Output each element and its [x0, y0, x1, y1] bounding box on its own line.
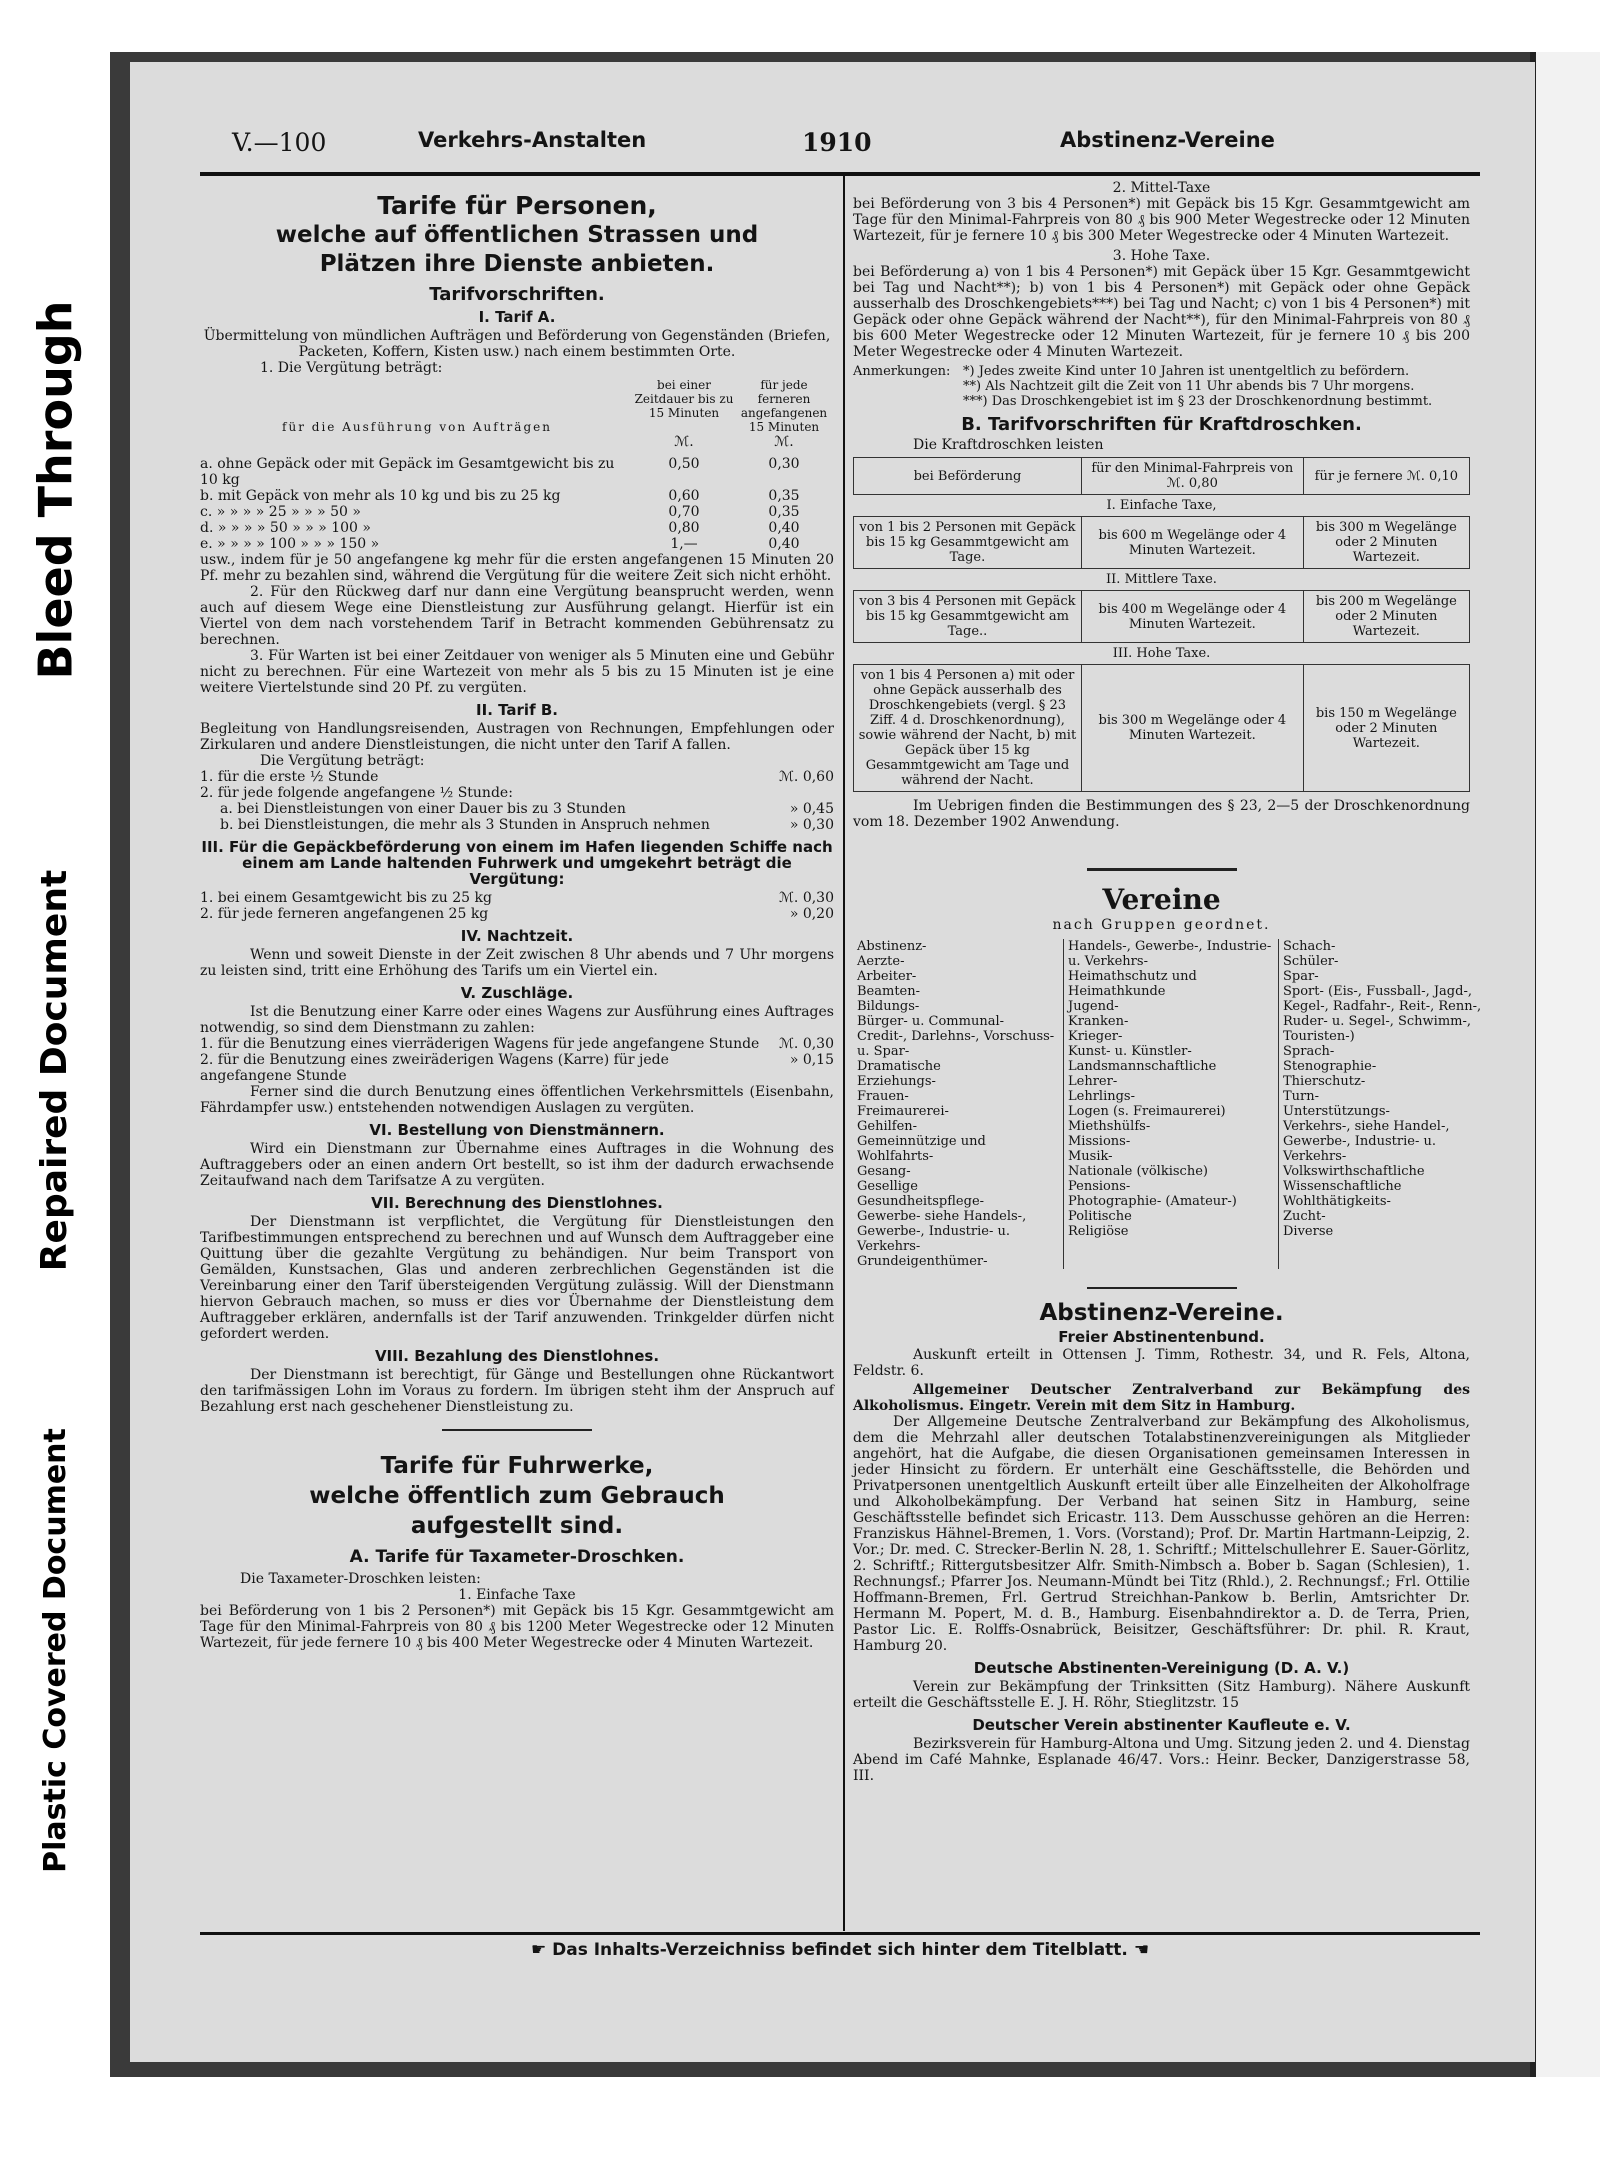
tarif-b-r2a	[200, 801, 834, 817]
vereine-group-item: Lehrer-	[1068, 1074, 1118, 1089]
zuschlaege-r2-label: 2. für die Benutzung eines zweiräderigen Wagens (Karre) für jede angefangene Stunde	[200, 1052, 669, 1084]
zuschlaege-r1-value: ℳ. 0,30	[778, 1036, 834, 1052]
vereine-group-item: Gewerbe- siehe Handels-, Gewerbe-, Industrie- u. Verkehrs-	[857, 1209, 1027, 1254]
berechnung-heading: VII. Berechnung des Dienstlohnes.	[371, 1194, 663, 1212]
unit-a: ℳ.	[674, 434, 694, 450]
tarif-b-r2b-label: b. bei Dienstleistungen, die mehr als 3 Stunden in Anspruch nehmen	[220, 817, 710, 833]
tarif-iii-r2-value: » 0,20	[789, 906, 834, 922]
zuschlaege-r2-value: » 0,15	[789, 1052, 834, 1068]
tarif-a-row-value-b: 0,40	[768, 536, 800, 552]
vereine-group-item: Sport- (Eis-, Fussball-, Jagd-, Kegel-, Radfahr-, Reit-, Renn-, Ruder- u. Segel-, Schwimm-, Touristen-)	[1283, 984, 1482, 1044]
kraftdroschken-intro: Die Kraftdroschken leisten	[913, 437, 1104, 453]
vereine-group-item: Freimaurerei-	[857, 1104, 949, 1119]
vereine-group-item: Lehrlings-	[1068, 1089, 1135, 1104]
vereine-grid	[853, 939, 1482, 1269]
zuschlaege-r2	[200, 1052, 834, 1084]
hand-right-icon: ☚	[1133, 1940, 1150, 1960]
vereine-group-item: Sprach-	[1283, 1044, 1335, 1059]
vereine-group-item: Thierschutz-	[1283, 1074, 1366, 1089]
vereine-group-item: Krieger-	[1068, 1029, 1123, 1044]
vereine-group-item: Frauen-	[857, 1089, 909, 1104]
footer-text: Das Inhalts-Verzeichniss befindet sich hinter dem Titelblatt.	[552, 1940, 1128, 1960]
tarif-a-row	[200, 488, 834, 504]
vereine-group-item: Wissenschaftliche	[1283, 1179, 1402, 1194]
vereine-group-item: Turn-	[1283, 1089, 1320, 1104]
tarif-a-p3: 3. Für Warten ist bei einer Zeitdauer von weniger als 5 Minuten eine und Gebühr nicht zu berechnen. Für eine Wartezeit von mehr als 5 bis zu 15 Minuten ist je eine weitere Viertelstunde sind 20 Pf. zu vergüten.	[200, 648, 834, 696]
page-number: V.—100	[232, 128, 327, 157]
t2-c: bis 200 m Wegelänge oder 2 Minuten Wartezeit.	[1303, 591, 1469, 643]
t3-a: von 1 bis 4 Personen a) mit oder ohne Gepäck ausserhalb des Droschkengebiets (vergl. § 23 Ziff. 4 d. Droschkenordnung), sowie während der Nacht, b) mit Gepäck über 15 kg Gesammtgewicht am Tage und während der Nacht.	[854, 665, 1082, 792]
tarif-b-r1-value: ℳ. 0,60	[778, 769, 834, 785]
vereine-col-2	[1063, 939, 1278, 1269]
abstinenz-divider	[1087, 1287, 1237, 1289]
einfache-taxe-heading: 1. Einfache Taxe	[458, 1587, 576, 1603]
bestellung-text: Wird ein Dienstmann zur Übernahme eines Auftrages in die Wohnung des Auftraggebers oder an einen andern Ort bestellt, so ist ihm der dadurch erwachsende Zeitaufwand nach dem Tarifsatze A zu vergüten.	[200, 1141, 834, 1189]
taxameter-leisten: Die Taxameter-Droschken leisten:	[240, 1571, 481, 1587]
tarif-b-r2a-value: » 0,45	[789, 801, 834, 817]
kraftdroschken-heading: B. Tarifvorschriften für Kraftdroschken.	[961, 414, 1362, 435]
personen-title-1: Tarife für Personen,	[377, 191, 657, 220]
tarif-b-r1	[200, 769, 834, 785]
right-section-title: Abstinenz-Vereine	[1060, 128, 1275, 152]
tarif-a-row-value-a: 0,80	[668, 520, 700, 536]
dav-text: Verein zur Bekämpfung der Trinksitten (Sitz Hamburg). Nähere Auskunft erteilt die Geschäftsstelle E. J. H. Röhr, Stieglitzstr. 15	[853, 1679, 1470, 1711]
tarif-b-r1-label: 1. für die erste ½ Stunde	[200, 769, 379, 785]
mittel-taxe-heading: 2. Mittel-Taxe	[1112, 180, 1211, 196]
vereine-group-item: Erziehungs-	[857, 1074, 936, 1089]
adjacent-page-edge	[1530, 52, 1600, 2077]
vereine-group-item: Pensions-	[1068, 1179, 1131, 1194]
tarif-iii-r2-label: 2. für jede ferneren angefangenen 25 kg	[200, 906, 489, 922]
anmerkungen-label: Anmerkungen:	[853, 364, 951, 379]
vereine-group-item: Gesundheitspflege-	[857, 1194, 985, 1209]
vereine-col-1	[853, 939, 1063, 1269]
th-minimal: für den Minimal-Fahrpreis von ℳ. 0,80	[1081, 458, 1303, 495]
berechnung-text: Der Dienstmann ist verpflichtet, die Vergütung für Dienstleistungen den Tarifbestimmungen entsprechend zu berechnen und auf Wunsch dem Auftraggeber eine Quittung über die gezahlte Vergütung zu behändigen. Nur beim Transport von Gemälden, Kunstsachen, Glas und anderen zerbrechlichen Gegenständen ist die Vereinbarung einer den Tarif übersteigenden Vergütung zulässig. Will der Dienstmann hiervon Gebrauch machen, so muss er dies vor Übernahme der Dienstleistung dem Auftraggeber erklären, andernfalls ist der Tarif anzuwenden. Trinkgelder dürfen nicht gefordert werden.	[200, 1214, 834, 1342]
vereine-group-item: Credit-, Darlehns-, Vorschuss- u. Spar-	[857, 1029, 1055, 1059]
vereine-col-3	[1278, 939, 1498, 1269]
einfache-taxe-text: bei Beförderung von 1 bis 2 Personen*) mit Gepäck bis 15 Kgr. Gesammtgewicht am Tage für den Minimal-Fahrpreis von 80 ₰ bis 1200 Meter Wegestrecke oder 12 Minuten Wartezeit, für jede fernere 10 ₰ bis 400 Meter Wegestrecke oder 4 Minuten Wartezeit.	[200, 1603, 834, 1651]
anmerkungen	[853, 364, 1470, 409]
side-label-repaired: Repaired Document	[34, 869, 76, 1271]
uebrigen-text: Im Uebrigen finden die Bestimmungen des § 23, 2—5 der Droschkenordnung vom 18. Dezember 1902 Anwendung.	[853, 798, 1470, 830]
footer-note	[200, 1940, 1480, 1960]
t2-b: bis 400 m Wegelänge oder 4 Minuten Wartezeit.	[1081, 591, 1303, 643]
vereine-group-item: Photographie- (Amateur-)	[1068, 1194, 1237, 1209]
tarif-a-intro: Übermittelung von mündlichen Aufträgen und Beförderung von Gegenständen (Briefen, Packeten, Koffern, Kisten usw.) nach einem bestimmten Orte.	[203, 328, 831, 360]
vereine-group-item: Dramatische	[857, 1059, 941, 1074]
hand-left-icon: ☛	[530, 1940, 547, 1960]
tarif-a-note: usw., indem für je 50 angefangene kg mehr für die ersten angefangenen 15 Minuten 20 Pf. mehr zu bezahlen sind, während die Vergütung für die weitere Zeit sich nicht erhöht.	[200, 552, 834, 584]
tarif-b-r2b-value: » 0,30	[789, 817, 834, 833]
vereine-divider	[1087, 868, 1237, 871]
abstinenz-title: Abstinenz-Vereine.	[1039, 1300, 1284, 1326]
zuschlaege-r1	[200, 1036, 834, 1052]
tarif-a-row-value-a: 1,—	[670, 536, 698, 552]
right-column	[853, 180, 1482, 1784]
vereine-group-item: Kunst- u. Künstler-	[1068, 1044, 1192, 1059]
vereine-group-item: Volkswirthschaftliche	[1283, 1164, 1425, 1179]
vereine-group-item: Miethshülfs-	[1068, 1119, 1151, 1134]
vereine-group-item: Unterstützungs-	[1283, 1104, 1390, 1119]
vereine-group-item: Bürger- u. Communal-	[857, 1014, 1005, 1029]
personen-title-2: welche auf öffentlichen Strassen und	[275, 222, 759, 248]
tarif-a-row-value-b: 0,30	[768, 456, 800, 472]
tarif-a-row-value-b: 0,35	[768, 504, 800, 520]
tarif-iii-r1-value: ℳ. 0,30	[778, 890, 834, 906]
vereine-group-item: Wohlthätigkeits-	[1283, 1194, 1391, 1209]
vereine-group-item: Spar-	[1283, 969, 1319, 984]
tarif-a-head-a: bei einer Zeitdauer bis zu 15 Minuten	[634, 378, 734, 420]
unit-b: ℳ.	[774, 434, 794, 450]
taxameter-heading: A. Tarife für Taxameter-Droschken.	[349, 1547, 685, 1567]
zuschlaege-text2: Ferner sind die durch Benutzung eines öffentlichen Verkehrsmittels (Eisenbahn, Fährdampfer usw.) entstehenden notwendigen Auslagen zu vergüten.	[200, 1084, 834, 1116]
zuschlaege-heading: V. Zuschläge.	[460, 984, 574, 1002]
tarif-iii-r1	[200, 890, 834, 906]
tarif-a-p2: 2. Für den Rückweg darf nur dann eine Vergütung beansprucht werden, wenn auch auf diesem Wege eine Dienstleistung zur Ausführung gelangt. Hierfür ist ein Viertel von dem nach vorstehendem Tarif in Betracht kommenden Gebührensatz zu berechnen.	[200, 584, 834, 648]
personen-title-3: Plätzen ihre Dienste anbieten.	[319, 251, 715, 277]
vereine-group-item: Gesang-	[857, 1164, 911, 1179]
anmerkung-3: ***) Das Droschkengebiet ist im § 23 der Droschkenordnung bestimmt.	[963, 394, 1433, 409]
adz-heading: Allgemeiner Deutscher Zentralverband zur Bekämpfung des Alkoholismus. Eingetr. Verein mit dem Sitz in Hamburg.	[853, 1382, 1470, 1414]
tarif-a-units	[200, 434, 834, 450]
t3-b: bis 300 m Wegelänge oder 4 Minuten Wartezeit.	[1081, 665, 1303, 792]
t2-heading: II. Mittlere Taxe.	[854, 569, 1470, 591]
tarif-a-row-value-b: 0,40	[768, 520, 800, 536]
vereine-group-item: Missions-	[1068, 1134, 1131, 1149]
side-label-plastic: Plastic Covered Document	[37, 1427, 73, 1873]
vereine-group-item: Bildungs-	[857, 999, 920, 1014]
tarif-b-intro: Begleitung von Handlungsreisenden, Austragen von Rechnungen, Empfehlungen oder Zirkularen und andere Dienstleistungen, die nicht unter den Tarif A fallen.	[200, 721, 834, 753]
tarif-a-head-left: für die Ausführung von Aufträgen	[282, 420, 552, 434]
vereine-group-item: Zucht-	[1283, 1209, 1326, 1224]
t3-c: bis 150 m Wegelänge oder 2 Minuten Wartezeit.	[1303, 665, 1469, 792]
header-year: 1910	[802, 128, 872, 157]
vereine-group-item: Gesellige	[857, 1179, 918, 1194]
nachtzeit-text: Wenn und soweit Dienste in der Zeit zwischen 8 Uhr abends und 7 Uhr morgens zu leisten sind, tritt eine Erhöhung des Tarifs um ein Viertel ein.	[200, 947, 834, 979]
mittel-taxe-text: bei Beförderung von 3 bis 4 Personen*) mit Gepäck bis 15 Kgr. Gesammtgewicht am Tage für den Minimal-Fahrpreis von 80 ₰ bis 900 Meter Wegestrecke oder 12 Minuten Wartezeit, für je fernere 10 ₰ bis 300 Meter Wegestrecke oder 4 Minuten Wartezeit.	[853, 196, 1470, 244]
tarif-b-heading: II. Tarif B.	[476, 701, 558, 719]
vereine-group-item: Gemeinnützige und Wohlfahrts-	[857, 1134, 986, 1164]
vereine-group-item: Grundeigenthümer-	[857, 1254, 988, 1269]
tarif-b-r2b	[200, 817, 834, 833]
vereine-title: Vereine	[1102, 883, 1221, 916]
section-divider	[442, 1429, 592, 1431]
nachtzeit-heading: IV. Nachtzeit.	[460, 927, 574, 945]
left-section-title: Verkehrs-Anstalten	[418, 128, 647, 152]
tarif-a-row	[200, 504, 834, 520]
tarif-b-p: Die Vergütung beträgt:	[260, 753, 425, 769]
tarif-iii-r2	[200, 906, 834, 922]
tarif-b-r2: 2. für jede folgende angefangene ½ Stunde:	[200, 785, 513, 801]
bezahlung-text: Der Dienstmann ist berechtigt, für Gänge und Bestellungen ohne Rückantwort den tarifmässigen Lohn im Voraus zu fordern. Im übrigen steht ihm der Anspruch auf Bezahlung erst nach geschehener Dienstleistung zu.	[200, 1367, 834, 1415]
kraftdroschken-table	[853, 457, 1470, 792]
t1-a: von 1 bis 2 Personen mit Gepäck bis 15 kg Gesammtgewicht am Tage.	[854, 517, 1082, 569]
dvak-heading: Deutscher Verein abstinenter Kaufleute e. V.	[972, 1716, 1351, 1734]
fuhrwerke-title-3: aufgestellt sind.	[410, 1513, 624, 1539]
tarif-a-row-value-a: 0,50	[668, 456, 700, 472]
t1-b: bis 600 m Wegelänge oder 4 Minuten Wartezeit.	[1081, 517, 1303, 569]
vereine-group-item: Logen (s. Freimaurerei)	[1068, 1104, 1226, 1119]
zuschlaege-text: Ist die Benutzung einer Karre oder eines Wagens zur Ausführung eines Auftrages notwendig, so sind dem Dienstmann zu zahlen:	[200, 1004, 834, 1036]
vereine-group-item: Kranken-	[1068, 1014, 1129, 1029]
vereine-group-item: Musik-	[1068, 1149, 1113, 1164]
zuschlaege-r1-label: 1. für die Benutzung eines vierräderigen Wagens für jede angefangene Stunde	[200, 1036, 760, 1052]
tarif-a-row	[200, 536, 834, 552]
fuhrwerke-title-2: welche öffentlich zum Gebrauch	[309, 1483, 725, 1509]
column-divider	[843, 176, 845, 1931]
tarif-a-row-label: e. » » » » 100 » » » 150 »	[200, 536, 380, 552]
th-befoerderung: bei Beförderung	[854, 458, 1082, 495]
vereine-group-item: Aerzte-	[857, 954, 905, 969]
tarif-a-p1: 1. Die Vergütung beträgt:	[260, 360, 443, 376]
dvak-text: Bezirksverein für Hamburg-Altona und Umg. Sitzung jeden 2. und 4. Dienstag Abend im Café Mahnke, Esplanade 46/47. Vors.: Heinr. Becker, Danzigerstrasse 58, III.	[853, 1736, 1470, 1784]
vereine-group-item: Landsmannschaftliche	[1068, 1059, 1217, 1074]
tarif-a-head-b: für jede ferneren angefangenen 15 Minuten	[740, 378, 828, 434]
t1-c: bis 300 m Wegelänge oder 2 Minuten Wartezeit.	[1303, 517, 1469, 569]
vereine-group-item: Abstinenz-	[857, 939, 927, 954]
tarif-a-row-value-a: 0,60	[668, 488, 700, 504]
tarif-a-heading: I. Tarif A.	[478, 308, 556, 326]
t1-heading: I. Einfache Taxe,	[854, 495, 1470, 517]
vereine-group-item: Schüler-	[1283, 954, 1339, 969]
footer-rule	[200, 1932, 1480, 1935]
tarif-iii-heading: III. Für die Gepäckbeförderung von einem im Hafen liegenden Schiffe nach einem am Lande haltenden Fuhrwerk und umgekehrt beträgt die Vergütung:	[201, 838, 833, 888]
vereine-group-item: Politische	[1068, 1209, 1132, 1224]
bezahlung-heading: VIII. Bezahlung des Dienstlohnes.	[374, 1347, 660, 1365]
th-fernere: für je fernere ℳ. 0,10	[1303, 458, 1469, 495]
tarif-a-rows	[200, 456, 834, 552]
vereine-group-item: Verkehrs-, siehe Handel-, Gewerbe-, Industrie- u. Verkehrs-	[1283, 1119, 1450, 1164]
vereine-group-item: Handels-, Gewerbe-, Industrie- u. Verkehrs-	[1068, 939, 1272, 969]
tarif-a-row-label: d. » » » » 50 » » » 100 »	[200, 520, 371, 536]
side-label-bleed: Bleed Through	[28, 300, 83, 680]
t3-heading: III. Hohe Taxe.	[854, 643, 1470, 665]
tarif-a-row-label: b. mit Gepäck von mehr als 10 kg und bis zu 25 kg	[200, 488, 561, 504]
tarifvorschriften-heading: Tarifvorschriften.	[429, 284, 605, 305]
vereine-group-item: Schach-	[1283, 939, 1336, 954]
fab-text: Auskunft erteilt in Ottensen J. Timm, Rothestr. 34, und R. Fels, Altona, Feldstr. 6.	[853, 1347, 1470, 1379]
tarif-a-row-value-b: 0,35	[768, 488, 800, 504]
bestellung-heading: VI. Bestellung von Dienstmännern.	[369, 1121, 665, 1139]
tarif-a-row-label: a. ohne Gepäck oder mit Gepäck im Gesamtgewicht bis zu 10 kg	[200, 456, 615, 488]
tarif-a-row-value-a: 0,70	[668, 504, 700, 520]
tarif-a-row	[200, 456, 834, 488]
hohe-taxe-text: bei Beförderung a) von 1 bis 4 Personen*) mit Gepäck über 15 Kgr. Gesammtgewicht bei Tag und Nacht**); b) von 1 bis 4 Personen*) mit Gepäck oder ohne Gepäck ausserhalb des Droschkengebiets***) bei Tag und Nacht; c) von 1 bis 4 Personen*) mit Gepäck oder ohne Gepäck während der Nacht**), für den Minimal-Fahrpreis von 80 ₰ bis 600 Meter Wegestrecke oder 12 Minuten Wartezeit, für je fernere 10 ₰ bis 200 Meter Wegestrecke oder 4 Minuten Wartezeit.	[853, 264, 1470, 360]
vereine-group-item: Religiöse	[1068, 1224, 1129, 1239]
hohe-taxe-heading: 3. Hohe Taxe.	[1112, 248, 1211, 264]
vereine-group-item: Diverse	[1283, 1224, 1334, 1239]
header-rule	[200, 172, 1480, 176]
vereine-group-item: Jugend-	[1068, 999, 1119, 1014]
vereine-subtitle: nach Gruppen geordnet.	[1052, 917, 1271, 933]
anmerkung-2: **) Als Nachtzeit gilt die Zeit von 11 Uhr abends bis 7 Uhr morgens.	[963, 379, 1415, 394]
tarif-a-row	[200, 520, 834, 536]
vereine-group-item: Stenographie-	[1283, 1059, 1377, 1074]
fab-heading: Freier Abstinentenbund.	[1058, 1328, 1265, 1346]
vereine-group-item: Gehilfen-	[857, 1119, 918, 1134]
t2-a: von 3 bis 4 Personen mit Gepäck bis 15 kg Gesammtgewicht am Tage..	[854, 591, 1082, 643]
vereine-group-item: Arbeiter-	[857, 969, 917, 984]
vereine-group-item: Beamten-	[857, 984, 921, 999]
vereine-group-item: Heimathschutz und Heimathkunde	[1068, 969, 1197, 999]
vereine-group-item: Nationale (völkische)	[1068, 1164, 1208, 1179]
tarif-a-row-label: c. » » » » 25 » » » 50 »	[200, 504, 361, 520]
fuhrwerke-title-1: Tarife für Fuhrwerke,	[380, 1453, 654, 1479]
tarif-iii-r1-label: 1. bei einem Gesamtgewicht bis zu 25 kg	[200, 890, 492, 906]
adz-text: Der Allgemeine Deutsche Zentralverband zur Bekämpfung des Alkoholismus, dem die Mehrzahl aller deutschen Totalabstinenzvereinigungen als Mitglieder angehört, hat die Aufgabe, die diesen Organisationen gemeinsamen Interessen in jeder Hinsicht zu fördern. Er unterhält eine Geschäftsstelle, die Behörden und Privatpersonen unentgeltlich Auskunft erteilt über alle Einzelheiten der Alkoholfrage und Alkoholbekämpfung. Der Verband hat seinen Sitz in Hamburg, seine Geschäftsstelle befindet sich Ericastr. 113. Dem Ausschusse gehören an die Herren: Franziskus Hähnel-Bremen, 1. Vors. (Vorstand); Prof. Dr. Martin Hartmann-Leipzig, 2. Vor.; Dr. med. C. Strecker-Berlin N. 28, 1. Schriftf.; Mittelschullehrer E. Sauer-Görlitz, 2. Schriftf.; Rittergutsbesitzer Alfr. Smith-Nimbsch a. Bober b. Sagan (Schlesien), 1. Rechnungsf.; Pfarrer Jos. Neumann-Mündt bei Titz (Rhld.), 2. Rechnungsf.; Frl. Ottilie Hoffmann-Bremen, Frl. Gertrud Streichhan-Pankow b. Berlin, Amtsrichter Dr. Hermann M. Popert, M. d. B., Hamburg. Eisenbahndirektor a. D. de Terra, Prien, Pastor Lic. E. Rolffs-Osnabrück, Beisitzer, Geschäftsführer: Dr. phil. R. Kraut, Hamburg 20.	[853, 1414, 1470, 1654]
tarif-b-r2a-label: a. bei Dienstleistungen von einer Dauer bis zu 3 Stunden	[220, 801, 626, 817]
dav-heading: Deutsche Abstinenten-Vereinigung (D. A. V.)	[973, 1659, 1350, 1677]
tarif-a-table-head	[200, 378, 834, 434]
anmerkung-1: *) Jedes zweite Kind unter 10 Jahren ist unentgeltlich zu befördern.	[963, 364, 1410, 379]
left-column	[200, 190, 834, 1651]
